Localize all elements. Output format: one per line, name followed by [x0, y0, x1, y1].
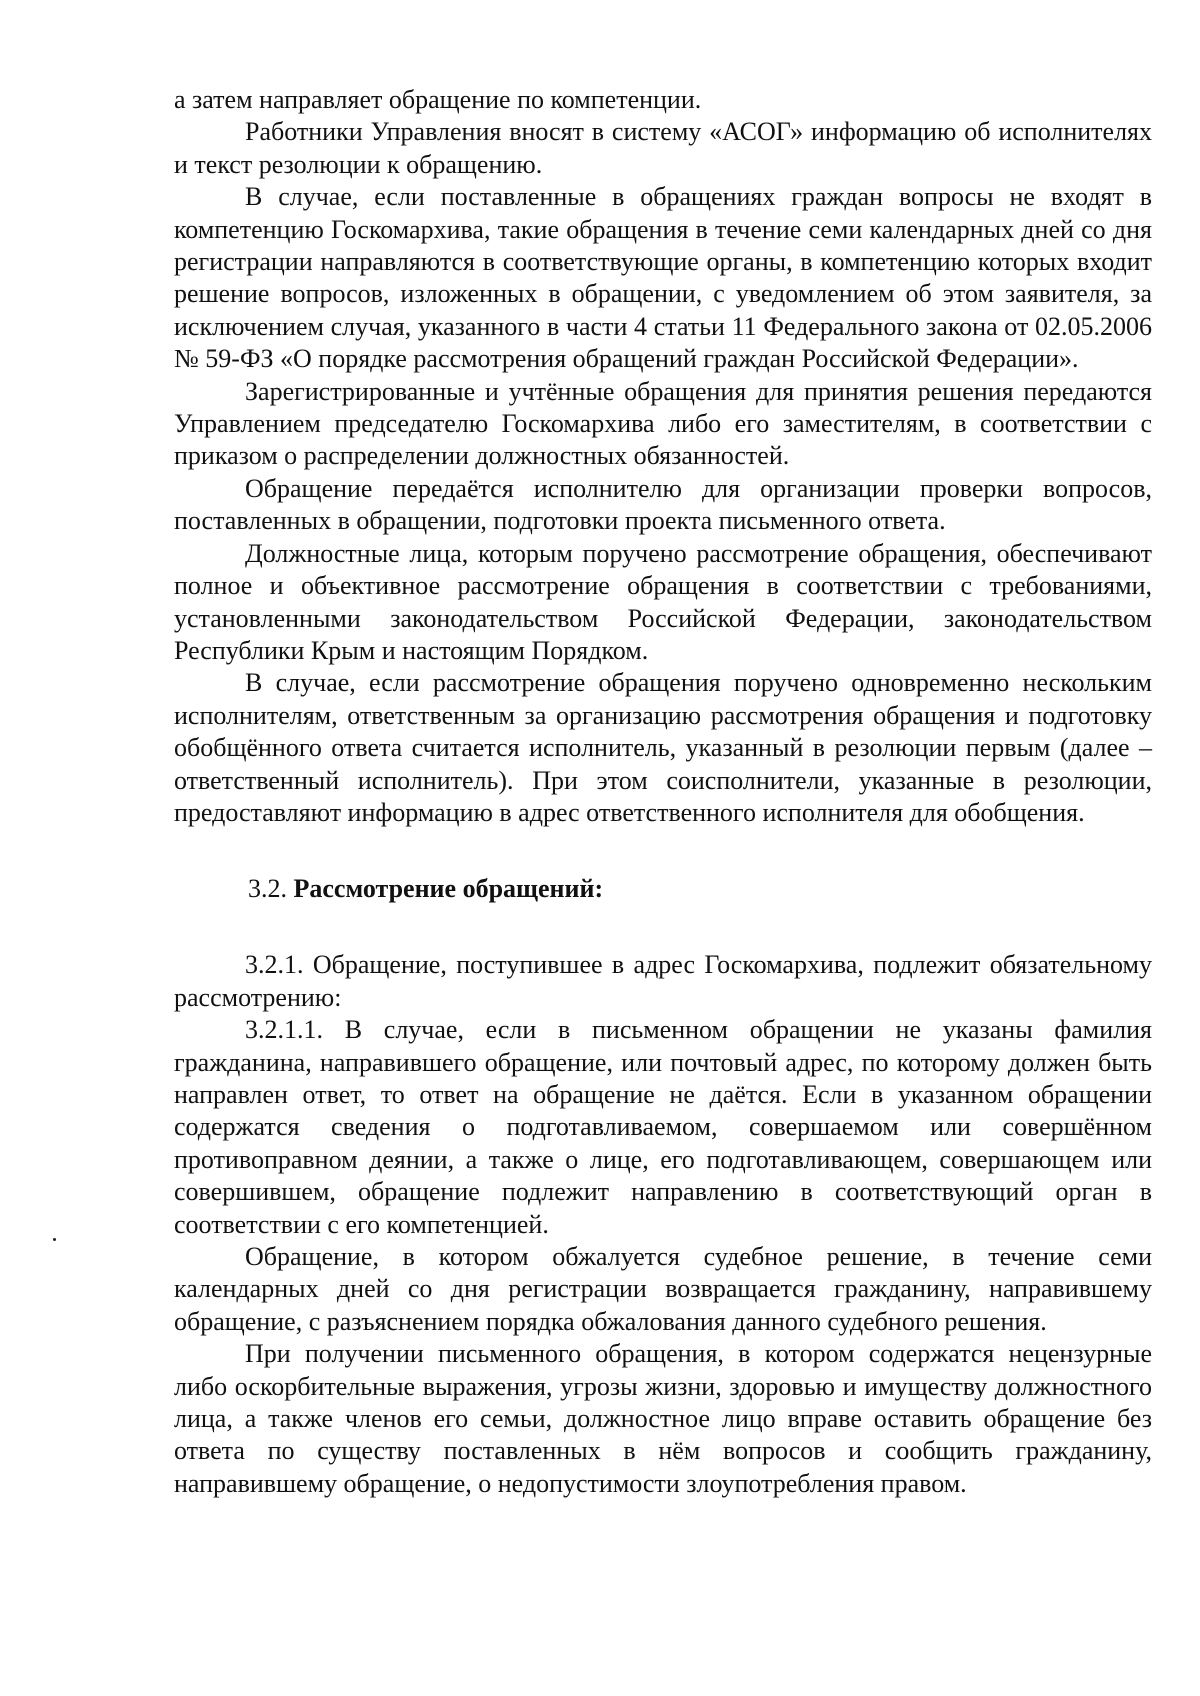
scan-speck [53, 1238, 56, 1241]
paragraph-court-decision: Обращение, в котором обжалуется судебное решение, в течение семи календарных дней со дня регистрации возвращается гражданину, направившему обращение, с разъяснением порядка обжалования данного судебного решения. [174, 1242, 1152, 1336]
paragraph-obscene-content: При получении письменного обращения, в котором содержатся нецензурные либо оскорбительные выражения, угрозы жизни, здоровью и имуществу должностного лица, а также членов его семьи, должностное лицо вправе оставить обращение без ответа по существу поставленных в нём вопросов и сообщить гражданину, направившему обращение, о недопустимости злоупотребления правом. [174, 1339, 1152, 1498]
paragraph-3-2-1: 3.2.1. Обращение, поступившее в адрес Госкомархива, подлежит обязательному рассмотрению: [174, 950, 1152, 1012]
paragraph-registered-transfer: Зарегистрированные и учтённые обращения для принятия решения передаются Управлением председателю Госкомархива либо его заместителям, в соответствии с приказом о распределении должностных обязанностей. [174, 376, 1152, 471]
section-heading [174, 873, 1152, 905]
paragraph-redirect-competence: В случае, если поставленные в обращениях граждан вопросы не входят в компетенцию Госкомархива, такие обращения в течение семи календарных дней со дня регистрации направляются в соответствующие органы, в компетенцию которых входит решение вопросов, изложенных в обращении, с уведомлением об этом заявителя, за исключением случая, указанного в части 4 статьи 11 Федерального закона от 02.05.2006 № 59-ФЗ «О порядке рассмотрения обращений граждан Российской Федерации». [174, 182, 1152, 374]
document-body [174, 84, 1152, 1500]
section-title: Рассмотрение обращений: [293, 874, 604, 904]
paragraph-continuation: а затем направляет обращение по компетенции. [174, 85, 702, 114]
paragraph-officials-duty: Должностные лица, которым поручено рассмотрение обращения, обеспечивают полное и объективное рассмотрение обращения в соответствии с требованиями, установленными законодательством Российской Федерации, законодательством Республики Крым и настоящим Порядком. [174, 538, 1152, 665]
paragraph-3-2-1-1: 3.2.1.1. В случае, если в письменном обращении не указаны фамилия гражданина, направившего обращение, или почтовый адрес, по которому должен быть направлен ответ, то ответ на обращение не даётся. Если в указанном обращении содержатся сведения о подготавливаемом, совершаемом или совершённом противоправном деянии, а также о лице, его подготавливающем, совершающем или совершившем, обращение подлежит направлению в соответствующий орган в соответствии с его компетенцией. [174, 1015, 1152, 1239]
paragraph-multiple-executors: В случае, если рассмотрение обращения поручено одновременно нескольким исполнителям, ответственным за организацию рассмотрения обращения и подготовку обобщённого ответа считается исполнитель, указанный в резолюции первым (далее – ответственный исполнитель). При этом соисполнители, указанные в резолюции, предоставляют информацию в адрес ответственного исполнителя для обобщения. [174, 668, 1152, 827]
section-number: 3.2. [248, 874, 294, 904]
paragraph-executor-transfer: Обращение передаётся исполнителю для организации проверки вопросов, поставленных в обращении, подготовки проекта письменного ответа. [174, 473, 1152, 536]
paragraph-asog-entry: Работники Управления вносят в систему «АСОГ» информацию об исполнителях и текст резолюции к обращению. [174, 117, 1152, 179]
